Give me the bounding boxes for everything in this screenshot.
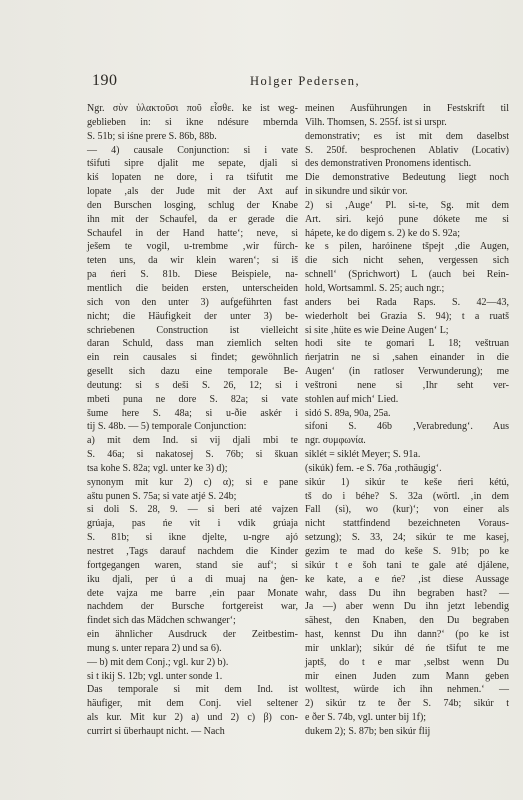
text-line: häufiger, mit dem Conj. viel seltener	[87, 698, 298, 710]
text-line: veštroni nene si ‚Ihr seht ver-	[305, 379, 509, 391]
text-line: (sikúk) fem. -e S. 76a ‚rothäugig‘.	[305, 462, 442, 474]
text-line: schnell‘ (Sprichwort) L (auch bei Rein-	[305, 269, 509, 281]
text-line: a) mit dem Ind. si vij djali mbi te	[87, 435, 298, 447]
text-line: dete vajza me barre ‚ein paar Monate	[87, 587, 298, 599]
text-line: Schaufel in der Hand hatte‘; neve, si	[87, 227, 298, 239]
text-line: wiederholt bei Grazia S. 94); t a ruatš	[305, 310, 509, 322]
text-line: wolltest, würde ich ihn nehmen.‘ —	[305, 684, 509, 696]
text-line: 2) sikúr tz te ðer S. 74b; sikúr t	[305, 698, 509, 710]
text-line: 2) si ‚Auge‘ Pl. si-te, Sg. mit dem	[305, 199, 509, 211]
text-line: nestret ‚Tags darauf nachdem die Kinder	[87, 546, 298, 557]
text-line: iku djali, per ú a di muaj na ģen-	[87, 573, 298, 585]
text-line: Fall (si), wo (kur)‘; von einer als	[305, 504, 509, 516]
text-line: kiś lopaten ne dore, i ra tśifutit me	[87, 172, 298, 184]
text-line: ihn mit der Schaufel, da er gerade die	[87, 213, 298, 225]
text-line: stohlen auf mich‘ Lied.	[305, 393, 399, 405]
text-line: nicht stattfindend bezeichneten Voraus-	[305, 518, 509, 530]
text-line: nachdem der Bursche fortgereist war,	[87, 601, 298, 613]
text-line: des demonstrativen Pronomens identisch.	[305, 158, 472, 170]
text-line: wahr, dass Du ihn begraben hast? —	[305, 587, 509, 599]
text-line: mentlich die beiden ersten, unterscheiden	[87, 282, 298, 294]
right-column	[305, 102, 509, 737]
text-line: grúaja, pas ńe vit i vdik grúaja	[87, 518, 298, 530]
text-line: S. 51b; si iśne prere S. 86b, 88b.	[87, 130, 217, 142]
text-line: ješem te vogil, u-trembme ‚wir fürch-	[87, 241, 298, 253]
text-line: Ngr. σὺν ὑλακτοῦσι ποῦ εἶσθε. ke ist weg-	[87, 103, 298, 114]
text-line: sikúr t e šoh tani te gale até djálene,	[305, 559, 509, 571]
text-line: geblieben in: si ikne ndésure mbernda	[87, 116, 298, 128]
text-line: mir einen Juden zum Mann geben	[305, 670, 509, 682]
text-line: dukem 2); S. 87b; ben sikúr flij	[305, 725, 431, 737]
text-line: — 4) causale Conjunction: si i vate	[87, 144, 298, 156]
text-line: in sikundre und sikúr vor.	[305, 186, 408, 198]
text-line: deutung: si s deši S. 26, 12; si i	[87, 379, 298, 391]
text-line: sähest, den Knaben, den Du begraben	[305, 615, 509, 627]
text-line: tsa kohe S. 82a; vgl. unter ke 3) d);	[87, 462, 228, 474]
text-line: ke kate, a e ńe? ‚ist diese Aussage	[305, 573, 509, 585]
text-line: schriebenen Construction ist vielleicht	[87, 324, 298, 336]
text-line: fortgegangen waren, stand sie auf‘; si	[87, 559, 298, 571]
text-line: Ja —) aber wenn Du ihn jetzt lebendig	[305, 601, 509, 613]
text-line: mir unklar); sikúr dé ńe tšifut te me	[305, 642, 509, 654]
text-line: si doli S. 28, 9. — si beri até vajzen	[87, 504, 298, 516]
left-column	[87, 102, 298, 737]
text-line: ngr. συμφωνία.	[305, 435, 366, 447]
text-line: S. 250f. besprochenen Ablativ (Locativ)	[305, 144, 509, 156]
text-line: hast, kennst Du ihn dann?‘ (po ke ist	[305, 629, 509, 641]
page-number: 190	[92, 72, 118, 89]
running-head: Holger Pedersen,	[250, 74, 361, 88]
text-line: als kur. Mit kur 2) a) und 2) c) β) con-	[87, 712, 298, 724]
text-line: lopate ‚als der Jude mit der Axt auf	[87, 186, 298, 198]
text-line: ńerjatrin ne si ‚sahen einander in die	[305, 352, 509, 364]
text-line: die sich nicht sehen, vergessen sich	[305, 255, 509, 267]
text-line: gesellt sich dazu eine temporale Be-	[87, 366, 298, 378]
text-line: ein ähnlicher Ausdruck der Zeitbestim-	[87, 629, 298, 641]
text-line: S. 81b; si ikne djelte, u-ngre ajó	[87, 532, 298, 544]
text-line: demonstrativ; es ist mit dem daselbst	[305, 130, 509, 142]
text-line: Das temporale si mit dem Ind. ist	[87, 684, 298, 696]
text-line: hodi site te gomari L 18; veštruan	[305, 338, 509, 350]
text-line: S. 46a; si nakatosej S. 76b; si škuan	[87, 449, 298, 461]
text-line: meinen Ausführungen in Festskrift til	[305, 103, 509, 114]
text-line: siklét = siklét Meyer; S. 91a.	[305, 449, 421, 461]
text-line: ke s pilen, haróinene tšpejt ‚die Augen,	[305, 241, 509, 253]
text-line: e ðer S. 74b, vgl. unter bij 1f);	[305, 712, 427, 724]
page-header	[92, 72, 450, 90]
text-line: hápete, ke do digem s. 2) ke do S. 92a;	[305, 227, 460, 239]
text-line: Art. siri. kejó pune dókete me si	[305, 213, 509, 225]
text-line: currirt si überhaupt nicht. — Nach	[87, 725, 225, 737]
text-line: sifoni S. 46b ‚Verabredung‘. Aus	[305, 421, 509, 433]
text-line: Vilh. Thomsen, S. 255f. ist si urspr.	[305, 116, 447, 128]
text-line: šume here S. 48a; si u-ðie askér i	[87, 407, 298, 419]
text-line: pa ńeri S. 81b. Diese Beispiele, na-	[87, 269, 298, 281]
text-line: sich von den unter 3) aufgeführten fast	[87, 296, 298, 308]
text-line: tśifuti sipre djalit me sepate, djali si	[87, 158, 298, 170]
text-line: synonym mit kur 2) c) α); si e pane	[87, 476, 298, 488]
text-line: daran Schuld, dass man ziemlich selten	[87, 338, 298, 350]
text-line: sidó S. 89a, 90a, 25a.	[305, 407, 391, 419]
text-line: mung s. unter repara 2) und sa 6).	[87, 642, 222, 654]
text-line: den Burschen losging, schlug der Knabe	[87, 199, 298, 211]
text-line: japtš, do t e mar ‚selbst wenn Du	[305, 656, 509, 668]
text-line: nicht; die Häufigkeit der unter 3) be-	[87, 310, 298, 322]
text-line: mbeti puna ne dore S. 82a; si vate	[87, 393, 298, 405]
text-line: Die demonstrative Bedeutung liegt noch	[305, 172, 509, 184]
text-line: — b) mit dem Conj.; vgl. kur 2) b).	[87, 656, 229, 668]
text-line: findet sich das Mädchen schwanger‘;	[87, 615, 236, 627]
text-line: setzung); S. 33, 24; sikúr te me kasej,	[305, 532, 509, 544]
text-line: gezim te mad do keše S. 91b; po ke	[305, 546, 509, 557]
text-line: tš do i béhe? S. 32a (wörtl. ‚in dem	[305, 490, 509, 502]
text-line: anders bei Rada Raps. S. 42—43,	[305, 296, 509, 308]
text-line: aštu punen S. 75a; si vate atjé S. 24b;	[87, 490, 237, 502]
text-line: teten uns, da wir klein waren‘; si iš	[87, 255, 298, 267]
text-line: hold, Wortsamml. S. 25; auch ngr.;	[305, 282, 445, 294]
text-line: sikúr 1) sikúr te keše ńeri kétú,	[305, 476, 509, 488]
text-line: si site ‚hüte es wie Deine Augen‘ L;	[305, 324, 449, 336]
text-line: tij S. 48b. — 5) temporale Conjunction:	[87, 421, 247, 433]
text-line: si t ikij S. 12b; vgl. unter sonde 1.	[87, 670, 223, 682]
text-line: ein rein causales si findet; gewöhnlich	[87, 352, 298, 364]
text-line: Augen‘ (in ratloser Verwunderung); me	[305, 366, 509, 378]
